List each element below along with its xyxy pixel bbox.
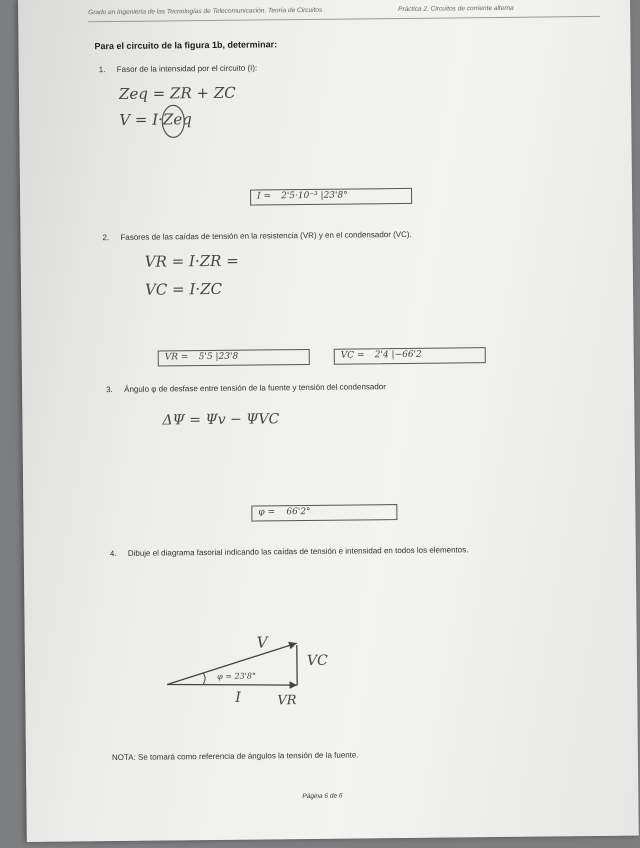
answer-I-value: 2'5·10⁻³ |23'8°	[281, 190, 348, 202]
header-rule	[88, 16, 600, 22]
header-practice: Práctica 2. Circuitos de corriente alterna	[398, 4, 514, 14]
answer-phi-value: 66'2°	[286, 506, 311, 518]
intro-text: Para el circuito de la figura 1b, determinar:	[94, 39, 278, 52]
q3-number: 3.	[106, 385, 113, 395]
q1-handwriting-line2: V = I·Zeq	[119, 110, 192, 129]
q4-number: 4.	[109, 548, 117, 559]
diagram-V-label: V	[256, 633, 268, 652]
page-footer: Página 6 de 6	[302, 792, 343, 801]
answer-I-label: I =	[257, 191, 272, 202]
q1-handwriting-line1: Zeq = ZR + ZC	[118, 83, 236, 103]
answer-VR-value: 5'5 |23'8	[198, 351, 239, 363]
q2-text: Fasores de las caídas de tensión en la resistencia (VR) y en el condensador (VC).	[120, 229, 412, 242]
phasor-I-arrow	[167, 683, 297, 686]
q2-number: 2.	[102, 233, 110, 243]
q2-handwriting-line1: VR = I·ZR =	[144, 251, 239, 271]
q3-text: Ángulo φ de desfase entre tensión de la fuente y tensión del condensador	[124, 382, 386, 394]
answer-VR-label: VR =	[164, 352, 189, 363]
answer-box-VR	[158, 349, 310, 367]
q3-handwriting-line1: ΔΨ = Ψv − ΨVC	[162, 411, 280, 429]
angle-arc-icon	[203, 673, 205, 684]
q1-text: Fasor de la intensidad por el circuito (I):	[116, 63, 258, 74]
diagram-angle-label: φ = 23'8°	[217, 671, 256, 681]
diagram-VR-label: VR	[277, 693, 297, 709]
answer-phi-label: φ =	[258, 507, 276, 518]
answer-box-I	[250, 188, 412, 206]
q1-number: 1.	[98, 65, 106, 75]
answer-VC-label: VC =	[340, 350, 365, 361]
header-course: Grado en Ingeniería de las Tecnologías de Telecomunicación. Teoría de Circuitos	[88, 6, 323, 17]
answer-box-phi	[251, 504, 397, 522]
answer-VC-value: 2'4 |−66'2	[374, 349, 422, 361]
diagram-VC-label: VC	[306, 652, 328, 670]
answer-box-VC	[334, 347, 486, 365]
q2-handwriting-line2: VC = I·ZC	[144, 279, 223, 299]
diagram-I-label: I	[235, 689, 241, 706]
q4-text: Dibuje el diagrama fasorial indicando las caídas de tensión e intensidad en todos los elementos.	[127, 545, 469, 558]
circle-mark-icon	[159, 106, 189, 140]
note-text: NOTA: Se tomará como referencia de ángulos la tensión de la fuente.	[111, 750, 359, 763]
document-page	[18, 0, 639, 842]
